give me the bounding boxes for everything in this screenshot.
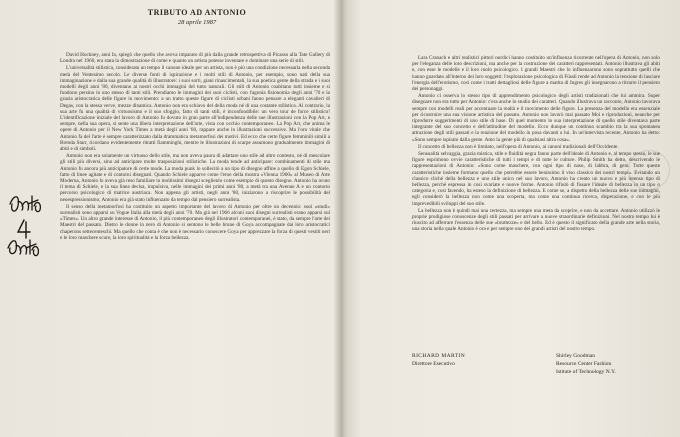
right-text-column xyxy=(412,55,660,345)
paragraph: L'universalità stilistica, considerata un tempo il canone ideale per un artista, non è più una condizione necessaria nella seconda metà del Ventesimo secolo. Le diverse fonti di ispirazione e i molti stili di Antonio, per esempio, sono nati della sua immaginazione e dalla sua grande qualità di illustratore: i suoi sorti, giani rinascimentali, la sua poetica gente della strada e i suoi modelli degli anni '80, diventano ai nostri occhi immagini del tutto naturali. Gli stili di Antonio coabitano tutti insieme e si fondono persino in uno stesso di tanti stili. Prendiamo le immagini dei suoi ciclisti, con l'agonia fisionomia degli anni '70 e la grazia aristocratica delle figure in movimento: a un tratto queste figure di ciclisti urbani fanno pensare a eleganti cavalieri di Degas, con la stessa verve, mezze dinamica. Antonio non era schiavo del della moda né di una costante stilistica. Al contrario, la sua arte fu una qualità di virtuosismo e il suo sfoggio, fatto di tanti stili, è inconfondibile: un vero tour de force stilistico! L'identificazione iniziale del lavoro di Antonio fu dovuto in gran parte all'indipendenza delle sue illustrazioni con la Pop Art, e sempre, nella sua opera, si sente una libera interpretazione dell'arte, vista con occhio contemporaneo. La Pop Art, che anima le opere di Antonio per il New York Times a metà degli anni '60, rappare anche in illustrazioni successive. Ma l'oro vitale che Antonio fa del l'arte è sempre caratterizzato dalla drammatica metamorfosi dei motivi. Ed ecco che certe figure femminili simili a Brenda Starr, ricordano evidentemente ritratti fiamminghi, mentre le illustrazioni di scarpe assumono gradualmente immagini di abiti e di simboli. xyxy=(60,65,330,153)
paragraph: Lara Cranach e altri realistici pittori nordici hanno costituito un'influenza ricorrente nell'opera di Antonio, non solo per l'eleganza delle loro descrizioni, ma anche per la costruzione dei caratteri rappresentati. Antonio illustrava gli abiti e, con esse le modelle e il loro ruolo psicologico. I grandi Maestri che lo influenzarono sono soprattutto quelli che hanno guardato all'interno dei loro soggetti: l'esplorazione psicologica di Füssli rende ad Antonio la tensione di lasciare l'energia dell'erotismo, così come i tratti dettagliosi delle figure a matita di Ingres gli insegnarono a ritrarre il pensiero dei personaggi. xyxy=(412,55,660,93)
left-text-column xyxy=(60,52,330,432)
signatory-role: Direttore Esecutivo xyxy=(412,361,455,367)
paragraph: Il concetto di bellezza non è limitato, nell'opera di Antonio, ai canoni tradizionali dell'Occidente. xyxy=(418,143,619,150)
antonio-signature-image xyxy=(4,190,48,260)
paragraph: Sensualità selvaggia, grazia mistica, stile e fluidità negra fanno parte dell'ideale di Antonio e, al tempo stesso, le sue figure esprimono ovvie caratteristiche di tutti i tempi e di tutte le culture. Philip Smith ha detto, descrivendo le rappresentazioni di Antonio: «Sono come maschere, con ogni tipo di naso, di labbra, di geni. Tutte queste caratteristiche insieme formano quello che potrebbe essere benissimo il viso classico dei nostri tempi». Evitando un classico cliché della bellezza e uno stile unico nel suo lavoro, Antonio ha creato un nuovo e più intenso tipo di bellezza, perché espressa in così svariate e nuove forme. Antonio rifiutò di fissare l'ideale di bellezza in un tipo o categoria e, così facendo, ha esteso la definizione di bellezza. E come se, a dispetto della bellezza delle sue immagini, egli considerò la bellezza non come una scoperta, ma come una continua ricerca, disperazione, e con le più imprevedibili sviluppi del suo stile. xyxy=(412,151,660,207)
paper-mark xyxy=(628,150,670,190)
paragraph: Antonio ci osserva lo stesso tipo di apprendimento psicologico degli artisti tradizionali che lui ammira. Super disegnare non era tutto per Antonio: c'era anche lo studio dei caratteri. Quando illustrava un racconto, Antonio lavorava sempre con modelli reali per accentuare la realtà e il movimento delle figure. La presenza del modello era essenziale per ricostruire una sua visione artistica del passato. Antonio non lavorò mai passato Moi e riproduzioni, neanche per riprodurre suggerimenti di uno stile di base. Di quel momento lo sua interpretazione di quello stile diventava parte integrante del suo concetto e dell'attitudine del modello. Ecco dunque un continuo scambio tra la sua spontanea attrazione degli stili passati e la reazione del modello in posa davanti a lui. In un'intervista recente, Antonio ha detto: «Sono sempre ispirato dalla gente. Amo la gente più di qualsiasi altra cosa». xyxy=(412,93,660,143)
signatory-left xyxy=(412,352,532,368)
document-date: 28 aprile 1987 xyxy=(177,19,217,26)
signatory-name: Shirley Goodman xyxy=(556,353,595,359)
signatory-org: Resource Center Fashion xyxy=(556,361,612,367)
paragraph: David Hockney, anni fa, spiegò che quello che aveva imparato di più dalla grande retrospettiva di Picasso alla Tate Gallery di Londra nel 1960, era stata la dimostrazione di come e quanto un artista potesse inventare e dominare una serie di stili. xyxy=(60,52,330,65)
right-page xyxy=(342,0,680,437)
paragraph: Il senso della metamorfosi ha costituito un aspetto importante del lavoro di Antonio per oltre un decennio: suoi «studi» surrealisti sono apparsi su Vogue Italia alla metà degli anni '70. Ma già nel 1966 alcuni suoi disegni surrealisti erano apparsi sul «Times». Un altro grande interesse di Antonio, il più contemporaneo degli illustratori contemporanei, è stato, da sempre l'arte dei Maestri del passato. Dietro le donne in nero di Antonio si sentono le belle brune di Goya accompagnate dai loro aristocratici chaperons settecenteschi. Ma quello che conta è che non è necessario conoscere Goya per apprezzare la forza di questi vestiti neri e le loro maschere scure, la loro spiritualità e la forza bellezza. xyxy=(60,203,330,241)
document-title: TRIBUTO AD ANTONIO xyxy=(147,8,247,17)
paragraph: La bellezza non è quindi mai una certezza, ma sempre una meta da scoprire, e non da accettare. Antonio utilizzò le proprie prodigiose conoscenze degli stili passati per arrivare a nuove straordinarie definizioni. Nel nostro tempo lui è riuscito ad afferrare l'essenza delle sue «bruttezze» e del bello. Ed è questo il significato della grande arte nella storia, una storia nella quale Antonio è ora e per sempre uno dei grandi artisti del nostro tempo. xyxy=(412,207,660,233)
signatory-right xyxy=(556,352,666,376)
signatory-name: RICHARD MARTIN xyxy=(412,353,466,359)
paragraph: Antonio non era solamente un virtuoso dello stile, ma non aveva paura di adattare uno stile ad altro contesto, né di mescolare gli stili più diversi, sino ad anticipare molte trasposizioni stilistiche. La moda tende ad anticipare: combinamenti di stile ma Antonio fu ancora più anticipatore di certe mode. La moda punk lo sollecitò a un tipo di disegno affine a quello di Egon Schiele, fatto di linee agitate e di contorni disegnati. Quando Schiele apparve come l'eroe della mostra «Vienna 1900» al Museo di Arte Moderna, Antonio lo aveva già reso familiare in moltissimi disegni sceglienlo come esempio di questo disegno. Antonio ha avuto il tema di Schiele, e la sua linea decisa, impulsiva, nelle immagini dei primi anni '80, a metà tra una Avenue A e un contorto percorso psicologico di matrice austriaca. Non appena gli artisti, negli anni '80, iniziarono a riscoprire le possibilità del neoespressionismo, Antonio era già stato influenzato da tempo dal pensiero surrealista. xyxy=(60,153,330,203)
signatory-org: Istitute of Technology N.Y. xyxy=(556,369,616,375)
